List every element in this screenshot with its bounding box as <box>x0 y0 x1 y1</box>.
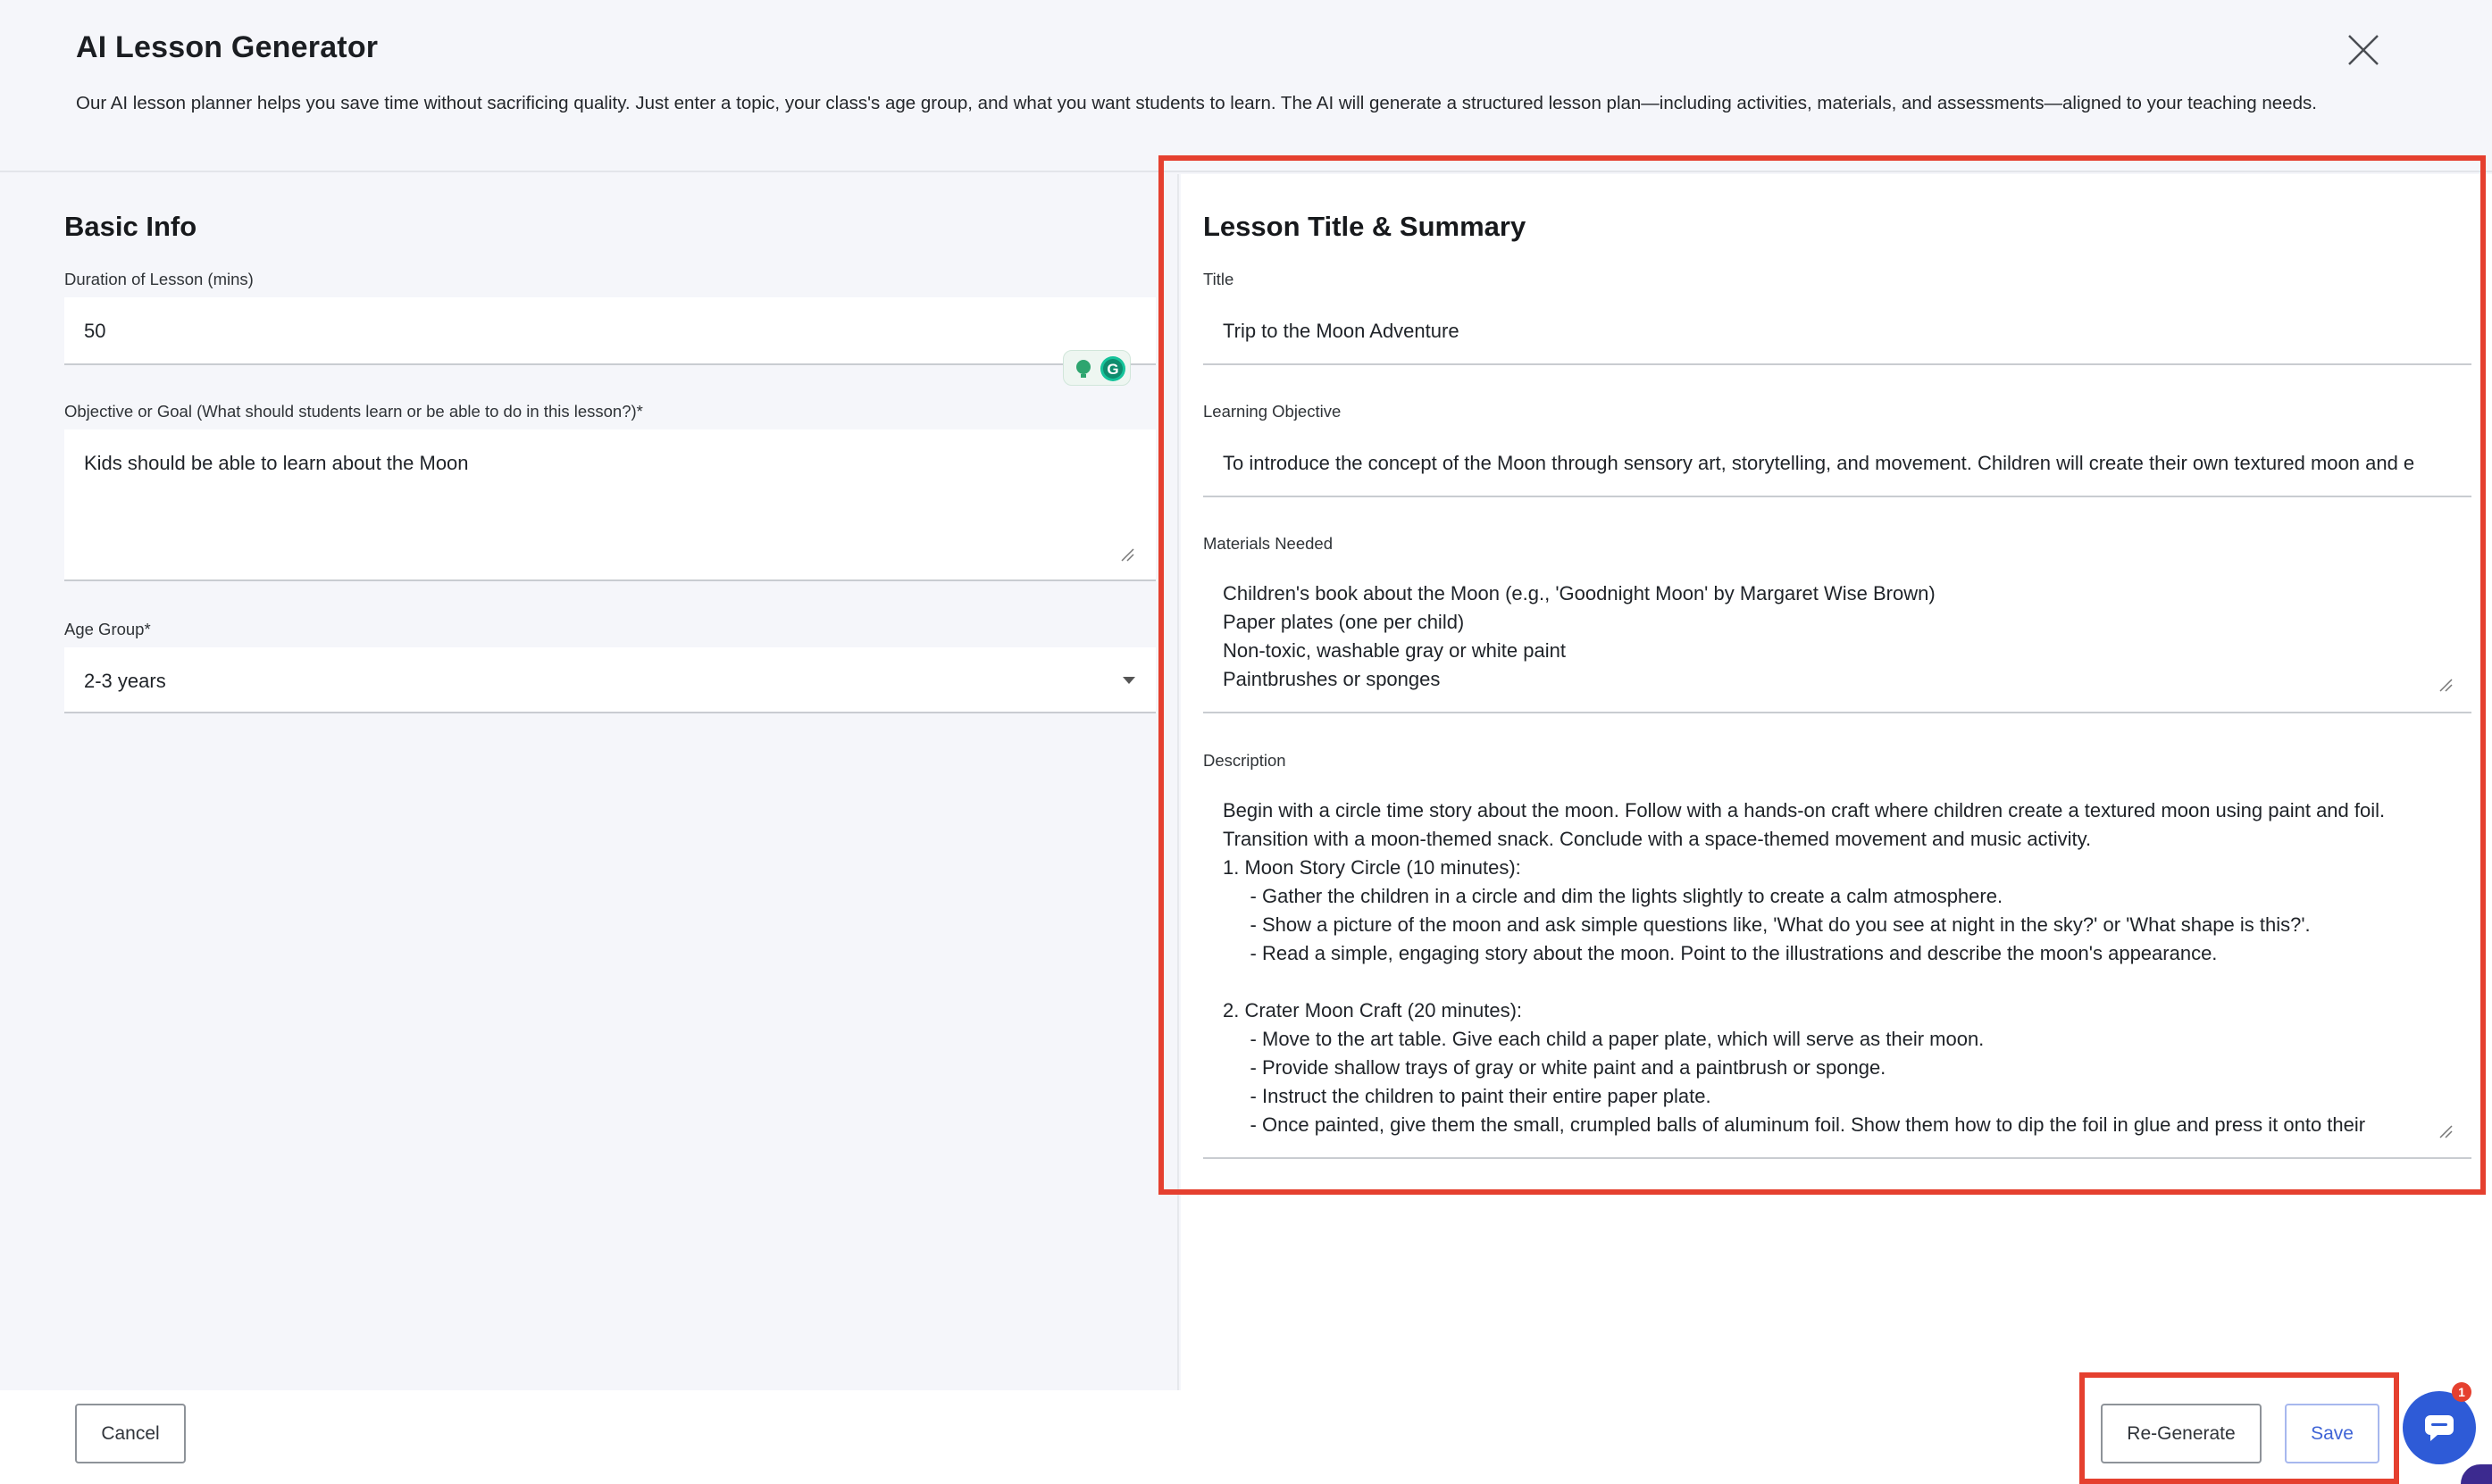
duration-label: Duration of Lesson (mins) <box>64 270 254 288</box>
close-icon <box>2345 31 2382 69</box>
description-textarea[interactable] <box>1203 779 2471 1159</box>
lesson-summary-title: Lesson Title & Summary <box>1203 211 1526 242</box>
resize-grip-icon[interactable] <box>2438 1123 2454 1139</box>
chat-button[interactable] <box>2403 1391 2476 1464</box>
regenerate-button[interactable]: Re-Generate <box>2101 1404 2262 1463</box>
lightbulb-icon <box>1072 357 1095 380</box>
lesson-title-input[interactable] <box>1203 297 2471 365</box>
learning-objective-input[interactable] <box>1203 429 2471 497</box>
notification-badge: 1 <box>2452 1382 2471 1402</box>
modal-header <box>0 0 2492 172</box>
lesson-title-value: Trip to the Moon Adventure <box>1223 320 1459 342</box>
chevron-down-icon[interactable] <box>1123 677 1135 684</box>
svg-text:G: G <box>1107 361 1119 378</box>
chat-icon <box>2423 1413 2455 1442</box>
learning-objective-value: To introduce the concept of the Moon through sensory art, storytelling, and movement. Children will create their own textured moon and e <box>1223 452 2415 474</box>
lesson-title-label: Title <box>1203 270 1234 288</box>
page-description: Our AI lesson planner helps you save time without sacrificing quality. Just enter a topic, your class's age group, and what you want students to learn. The AI will generate a structured lesson plan—including activities, materials, and assessments—aligned to your teaching needs. <box>76 93 2317 113</box>
basic-info-title: Basic Info <box>64 211 197 242</box>
materials-textarea[interactable] <box>1203 562 2471 713</box>
close-button[interactable] <box>2345 31 2382 69</box>
description-label: Description <box>1203 751 1286 770</box>
grammarly-widget[interactable] <box>1063 350 1131 386</box>
cancel-button[interactable]: Cancel <box>75 1404 186 1463</box>
duration-value: 50 <box>84 320 106 342</box>
duration-input[interactable] <box>64 297 1156 365</box>
objective-label: Objective or Goal (What should students learn or be able to do in this lesson?)* <box>64 402 643 421</box>
age-group-select[interactable] <box>64 647 1156 713</box>
objective-value: Kids should be able to learn about the Moon <box>84 452 469 474</box>
resize-grip-icon[interactable] <box>2438 677 2454 693</box>
learning-objective-label: Learning Objective <box>1203 402 1342 421</box>
description-value: Begin with a circle time story about the moon. Follow with a hands-on craft where children create a textured moon using paint and foil. Transition with a moon-themed snack. Conclude with a space-themed movement and music activity. 1. Moon Story Circle (10 minutes): - Gather the children in a circle and dim the lights slightly to create a calm atmosphere. - Show a picture of the moon and ask simple questions like, 'What do you see at night in the sky?' or 'What shape is this?'. - Read a simple, engaging story about the moon. Point to the illustrations and describe the moon's appearance. 2. Crater Moon Craft (20 minutes): - Move to the art table. Give each child a paper plate, which will serve as their moon. - Provide shallow trays of gray or white paint and a paintbrush or sponge. - Instruct the children to paint their entire paper plate. - Once painted, give them the small, crumpled balls of aluminum foil. Show them how to dip the foil in glue and press it onto their <box>1223 799 2386 1136</box>
page-title: AI Lesson Generator <box>76 30 379 64</box>
age-group-label: Age Group* <box>64 620 151 638</box>
grammarly-icon <box>1100 355 1126 382</box>
materials-label: Materials Needed <box>1203 534 1333 553</box>
save-button[interactable]: Save <box>2285 1404 2379 1463</box>
materials-value: Children's book about the Moon (e.g., 'Goodnight Moon' by Margaret Wise Brown) Paper plates (one per child) Non-toxic, washable gray or white paint Paintbrushes or sponges <box>1223 582 1936 690</box>
objective-textarea[interactable] <box>64 429 1156 581</box>
resize-grip-icon[interactable] <box>1119 546 1135 563</box>
age-group-value: 2-3 years <box>84 670 166 692</box>
